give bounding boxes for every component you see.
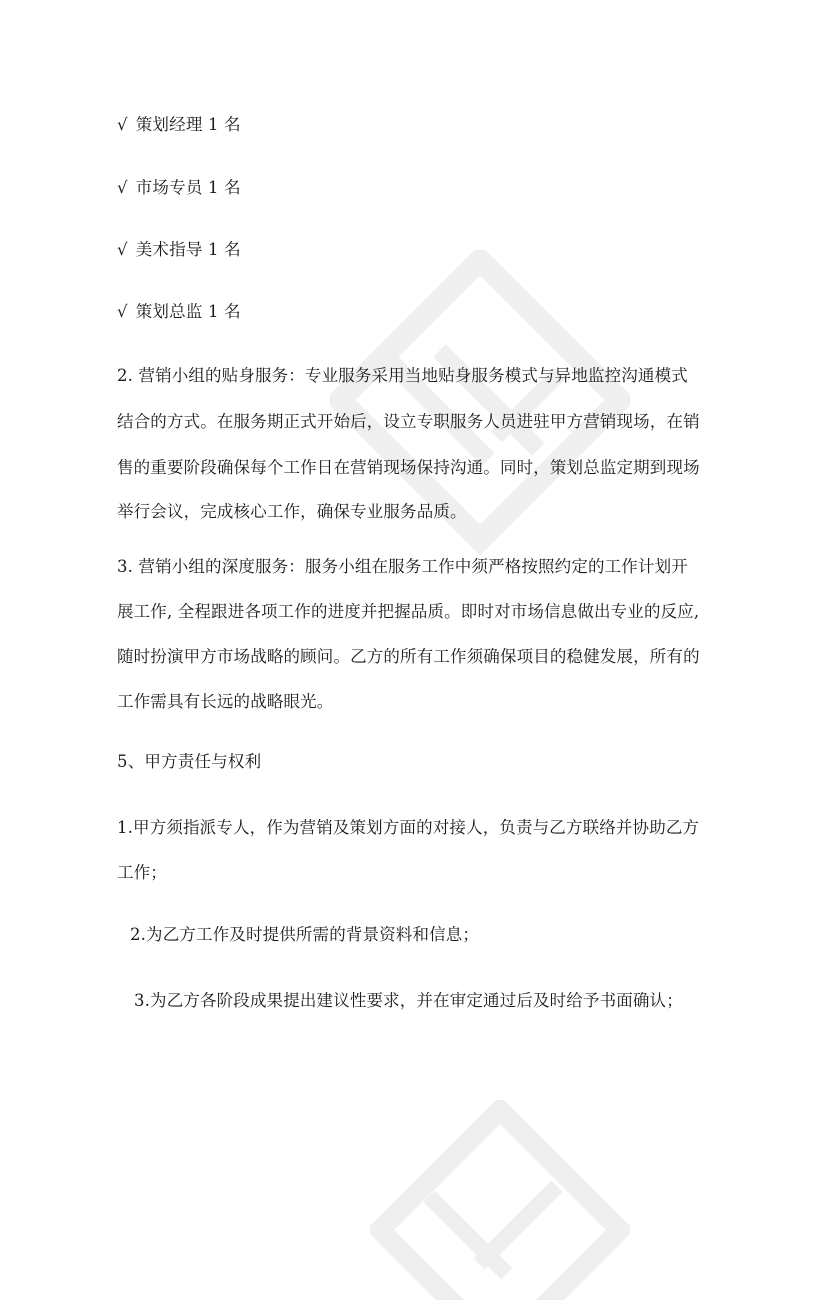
paragraph-line: 2. 营销小组的贴身服务：专业服务采用当地贴身服务模式与异地监控沟通模式 — [117, 366, 688, 385]
staff-role-label: 美术指导 1 名 — [135, 240, 241, 259]
checkmark-icon: √ — [117, 178, 128, 197]
paragraph-line: 展工作, 全程跟进各项工作的进度并把握品质。即时对市场信息做出专业的反应, — [117, 602, 700, 621]
paragraph-line: 结合的方式。在服务期正式开始后，设立专职服务人员进驻甲方营销现场，在销 — [117, 412, 700, 431]
staff-role-label: 市场专员 1 名 — [135, 178, 241, 197]
staff-list-item — [117, 115, 241, 135]
paragraph-line: 随时扮演甲方市场战略的顾问。乙方的所有工作须确保项目的稳健发展，所有的 — [117, 647, 700, 666]
paragraph-line: 工作； — [117, 863, 167, 882]
staff-role-label: 策划总监 1 名 — [135, 302, 241, 321]
paragraph-line: 举行会议，完成核心工作，确保专业服务品质。 — [117, 502, 467, 521]
watermark-logo-icon — [370, 1100, 630, 1300]
staff-list-item — [117, 178, 241, 198]
paragraph-line: 售的重要阶段确保每个工作日在营销现场保持沟通。同时，策划总监定期到现场 — [117, 458, 700, 477]
section-heading: 5、甲方责任与权利 — [117, 752, 262, 771]
paragraph-line: 3. 营销小组的深度服务：服务小组在服务工作中须严格按照约定的工作计划开 — [117, 557, 688, 576]
paragraph-line: 2.为乙方工作及时提供所需的背景资料和信息； — [130, 925, 480, 944]
paragraph-line: 工作需具有长远的战略眼光。 — [117, 692, 334, 711]
checkmark-icon: √ — [117, 240, 128, 259]
checkmark-icon: √ — [117, 115, 128, 134]
staff-list-item — [117, 240, 241, 260]
paragraph-line: 1.甲方须指派专人，作为营销及策划方面的对接人，负责与乙方联络并协助乙方 — [117, 818, 700, 837]
staff-list-item — [117, 302, 241, 322]
checkmark-icon: √ — [117, 302, 128, 321]
watermark-logo-icon — [330, 250, 630, 570]
paragraph-line: 3.为乙方各阶段成果提出建议性要求，并在审定通过后及时给予书面确认； — [134, 991, 683, 1010]
staff-role-label: 策划经理 1 名 — [135, 115, 241, 134]
